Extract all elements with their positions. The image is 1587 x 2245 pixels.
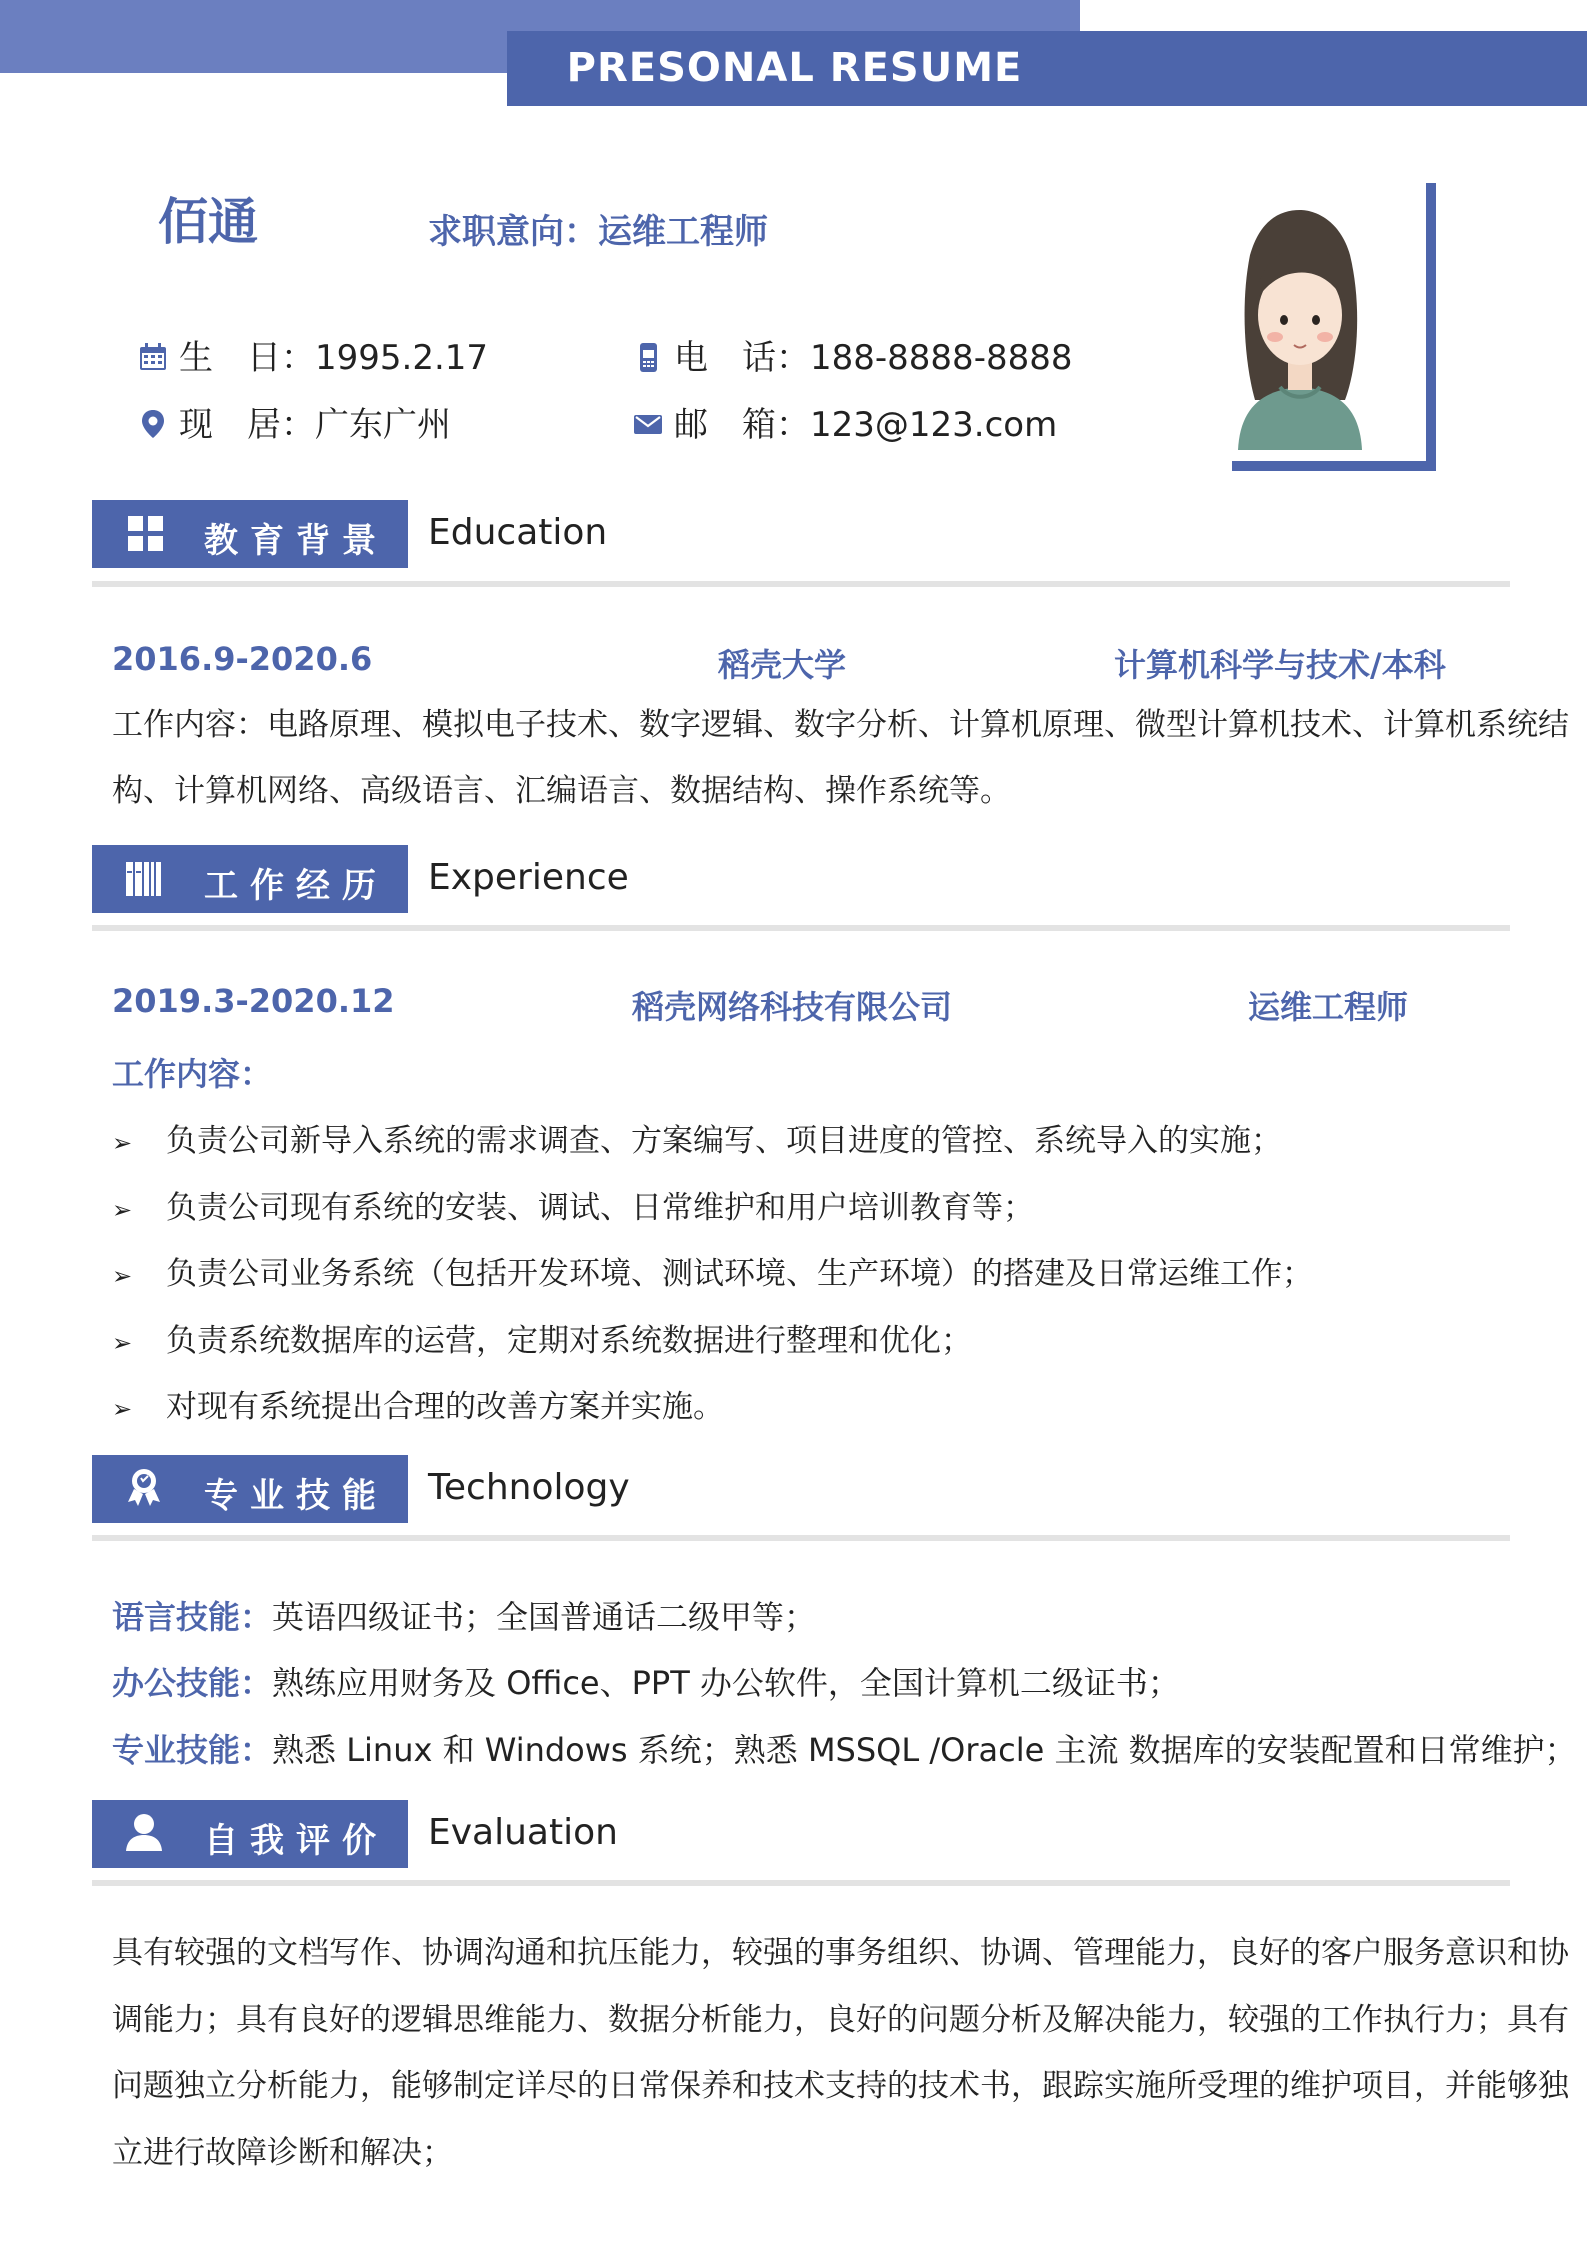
section-divider-education [92,581,1510,587]
education-content-line1: 工作内容：电路原理、模拟电子技术、数字逻辑、数字分析、计算机原理、微型计算机技术、计算机系统结 [112,707,1569,743]
experience-company: 稻壳网络科技有限公司 [632,988,953,1026]
grid-icon [126,514,166,554]
section-divider-evaluation [92,1880,1510,1886]
section-header-skills [92,1455,408,1523]
residence-row [137,397,451,446]
section-header-evaluation [92,1800,408,1868]
avatar [1220,195,1380,450]
section-header-education [92,500,408,568]
arrow-bullet-icon: ➢ [112,1129,133,1157]
evaluation-line: 调能力；具有良好的逻辑思维能力、数据分析能力，良好的问题分析及解决能力，较强的工作执行力；具有 [112,2002,1569,2038]
candidate-name: 佰通 [158,193,258,251]
skill-row [112,1592,816,1638]
email-row [632,397,1057,446]
arrow-bullet-icon: ➢ [112,1262,133,1290]
arrow-bullet-icon: ➢ [112,1196,133,1224]
education-period: 2016.9-2020.6 [112,640,373,678]
residence-label: 现 居： [179,405,315,445]
section-title-skills: 专业技能 [204,1476,388,1516]
experience-bullet: 负责公司业务系统（包括开发环境、测试环境、生产环境）的搭建及日常运维工作； [166,1256,1313,1292]
skill-label: 语言技能： [112,1598,273,1636]
phone-value: 188-8888-8888 [810,338,1073,378]
birth-row [137,330,488,379]
location-icon [137,408,169,440]
list-item [112,1248,1313,1293]
mail-icon [632,408,664,440]
arrow-bullet-icon: ➢ [112,1329,133,1357]
experience-content-label: 工作内容： [112,1055,273,1093]
user-icon [124,1812,164,1852]
experience-bullet: 负责公司现有系统的安装、调试、日常维护和用户培训教育等； [166,1190,1034,1226]
experience-bullet: 负责系统数据库的运营，定期对系统数据进行整理和优化； [166,1323,972,1359]
evaluation-line: 具有较强的文档写作、协调沟通和抗压能力，较强的事务组织、协调、管理能力，良好的客户服务意识和协 [112,1935,1569,1971]
skill-text: 英语四级证书；全国普通话二级甲等； [272,1598,817,1636]
evaluation-line: 立进行故障诊断和解决； [112,2135,453,2171]
list-item [112,1381,724,1426]
skill-text: 熟悉 Linux 和 Windows 系统；熟悉 MSSQL /Oracle 主流 数据库的安装配置和日常维护； [272,1731,1577,1769]
calendar-icon [137,341,169,373]
section-title-evaluation: 自我评价 [204,1821,388,1861]
skill-label: 办公技能： [112,1664,273,1702]
section-divider-experience [92,925,1510,931]
experience-period: 2019.3-2020.12 [112,982,395,1020]
section-title-education: 教育背景 [204,521,388,561]
section-title-evaluation-en: Evaluation [428,1812,618,1853]
email-label: 邮 箱： [674,405,810,445]
education-major: 计算机科学与技术/本科 [1114,646,1446,684]
education-content-line2: 构、计算机网络、高级语言、汇编语言、数据结构、操作系统等。 [112,773,1011,809]
books-icon [124,859,164,899]
birth-label: 生 日： [179,338,315,378]
list-item [112,1315,972,1360]
residence-value: 广东广州 [315,405,451,445]
skill-row [112,1658,1180,1704]
skill-label: 专业技能： [112,1731,273,1769]
section-divider-skills [92,1535,1510,1541]
award-icon [124,1467,164,1507]
evaluation-line: 问题独立分析能力，能够制定详尽的日常保养和技术支持的技术书，跟踪实施所受理的维护项目，并能够独 [112,2068,1569,2104]
section-header-experience [92,845,408,913]
list-item [112,1115,1282,1160]
job-intent: 求职意向：运维工程师 [428,212,768,252]
experience-bullet: 负责公司新导入系统的需求调查、方案编写、项目进度的管控、系统导入的实施； [166,1123,1282,1159]
skill-text: 熟练应用财务及 Office、PPT 办公软件，全国计算机二级证书； [272,1664,1180,1702]
phone-label: 电 话： [674,338,810,378]
education-school: 稻壳大学 [718,646,847,684]
list-item [112,1182,1034,1227]
email-value: 123@123.com [810,405,1058,445]
experience-bullet: 对现有系统提出合理的改善方案并实施。 [166,1389,724,1425]
section-title-experience: 工作经历 [204,866,388,906]
banner-title: PRESONAL RESUME [566,45,1023,91]
phone-icon [632,341,664,373]
section-title-experience-en: Experience [428,857,629,898]
experience-position: 运维工程师 [1248,988,1409,1026]
section-title-skills-en: Technology [428,1467,630,1508]
phone-row [632,330,1073,379]
section-title-education-en: Education [428,512,608,553]
arrow-bullet-icon: ➢ [112,1395,133,1423]
skill-row [112,1725,1577,1771]
birth-value: 1995.2.17 [315,338,489,378]
